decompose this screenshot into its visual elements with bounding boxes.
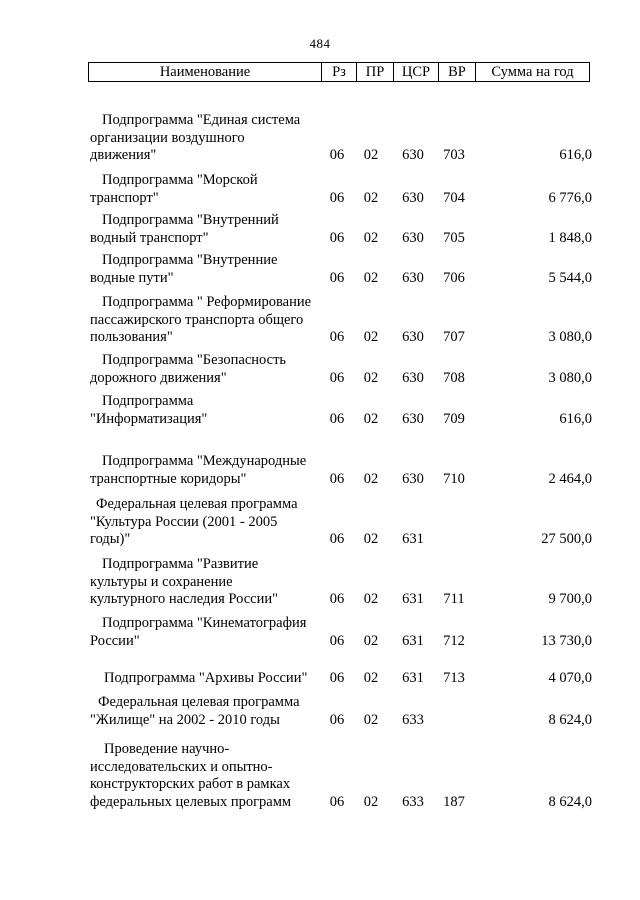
- row-pr: 02: [363, 269, 379, 286]
- row-rz: 06: [329, 591, 345, 607]
- row-name-line: Федеральная целевая программа: [98, 694, 300, 710]
- table-row: [0, 615, 640, 650]
- row-sum: 6 776,0: [548, 189, 592, 206]
- row-pr: 02: [363, 189, 379, 206]
- row-name-line: Подпрограмма "Внутренние: [102, 252, 278, 268]
- row-vr: 710: [443, 470, 465, 487]
- row-rz: 06: [329, 632, 345, 649]
- row-name: [90, 352, 322, 387]
- row-rz: 06: [329, 369, 345, 386]
- row-rz: 06: [329, 269, 345, 286]
- row-name-line: Подпрограмма "Кинематография: [102, 615, 307, 631]
- row-rz: 06: [329, 793, 345, 810]
- row-csr: 633: [402, 793, 424, 810]
- table-row: [0, 252, 640, 287]
- page-number: 484: [309, 36, 331, 51]
- row-name-line: водный транспорт": [90, 229, 209, 246]
- row-rz: 06: [329, 711, 345, 728]
- row-vr: 705: [443, 229, 465, 246]
- row-rz: 06: [329, 470, 345, 487]
- row-name-line: федеральных целевых программ: [90, 793, 292, 810]
- row-name-line: культуры и сохранение: [90, 573, 233, 590]
- row-vr: 708: [443, 369, 465, 386]
- row-name: [90, 112, 322, 165]
- row-name-line: "Культура России (2001 - 2005: [90, 513, 278, 530]
- row-vr: 709: [443, 410, 465, 427]
- row-pr: 02: [363, 670, 379, 686]
- row-pr: 02: [363, 591, 379, 607]
- table-row: [0, 352, 640, 387]
- row-name-line: Проведение научно-: [104, 741, 230, 757]
- table-row: [0, 212, 640, 247]
- row-name: [90, 670, 322, 688]
- row-pr: 02: [363, 531, 379, 547]
- row-sum: 5 544,0: [548, 269, 592, 286]
- row-name: [90, 615, 322, 650]
- row-vr: 712: [443, 632, 465, 649]
- row-name-line: исследовательских и опытно-: [90, 758, 273, 775]
- row-name-line: конструкторских работ в рамках: [90, 776, 291, 792]
- row-csr: 630: [402, 329, 424, 345]
- table-row: [0, 294, 640, 347]
- row-name-line: Подпрограмма: [102, 393, 194, 409]
- row-name: [90, 212, 322, 247]
- row-vr: 707: [443, 329, 465, 345]
- row-csr: 630: [402, 189, 424, 206]
- row-name-line: "Жилище" на 2002 - 2010 годы: [90, 711, 280, 728]
- row-pr: 02: [363, 632, 379, 649]
- table-row: [0, 172, 640, 207]
- row-rz: 06: [329, 189, 345, 206]
- header-vr: ВР: [439, 63, 476, 82]
- row-name-line: организации воздушного: [90, 129, 245, 146]
- row-name-line: движения": [90, 147, 157, 163]
- row-rz: 06: [329, 229, 345, 246]
- header-rz: Рз: [322, 63, 357, 82]
- row-csr: 631: [402, 670, 424, 686]
- table-row: [0, 496, 640, 549]
- row-csr: 631: [402, 632, 424, 649]
- row-name: [90, 496, 322, 549]
- row-name-line: дорожного движения": [90, 369, 227, 386]
- row-csr: 630: [402, 470, 424, 487]
- table-row: [0, 556, 640, 609]
- row-name-line: транспорт": [90, 189, 159, 206]
- table-row: [0, 694, 640, 729]
- row-name-line: пассажирского транспорта общего: [90, 311, 304, 328]
- row-name: [90, 453, 322, 488]
- row-csr: 631: [402, 531, 424, 547]
- row-name-line: годы)": [90, 531, 131, 547]
- row-name: [90, 252, 322, 287]
- row-csr: 630: [402, 369, 424, 386]
- row-vr: 704: [443, 189, 465, 206]
- row-name-line: Подпрограмма "Безопасность: [102, 352, 287, 368]
- table-row: [0, 670, 640, 688]
- row-sum: 13 730,0: [541, 632, 592, 649]
- row-name-line: Подпрограмма " Реформирование: [102, 294, 312, 310]
- row-pr: 02: [363, 147, 379, 163]
- row-sum: 9 700,0: [548, 591, 592, 607]
- header-name: Наименование: [89, 63, 322, 82]
- row-sum: 616,0: [559, 410, 592, 427]
- row-pr: 02: [363, 229, 379, 246]
- row-name-line: Федеральная целевая программа: [96, 496, 298, 512]
- row-sum: 3 080,0: [548, 369, 592, 386]
- row-name: [90, 694, 322, 729]
- row-sum: 8 624,0: [548, 711, 592, 728]
- table-row: [0, 112, 640, 165]
- row-sum: 2 464,0: [548, 470, 592, 487]
- row-csr: 633: [402, 711, 424, 728]
- row-name-line: Подпрограмма "Морской: [102, 172, 258, 188]
- row-rz: 06: [329, 329, 345, 345]
- row-name: [90, 741, 322, 811]
- row-csr: 630: [402, 269, 424, 286]
- row-pr: 02: [363, 711, 379, 728]
- table-row: [0, 393, 640, 428]
- row-pr: 02: [363, 410, 379, 427]
- row-name-line: пользования": [90, 329, 173, 345]
- row-pr: 02: [363, 793, 379, 810]
- row-vr: 711: [443, 591, 465, 607]
- row-vr: 713: [443, 670, 465, 686]
- row-name-line: Подпрограмма "Внутренний: [102, 212, 279, 228]
- row-pr: 02: [363, 329, 379, 345]
- row-name-line: России": [90, 632, 140, 649]
- table-row: [0, 741, 640, 811]
- row-name: [90, 556, 322, 609]
- row-name-line: "Информатизация": [90, 410, 208, 427]
- row-rz: 06: [329, 670, 345, 686]
- row-csr: 630: [402, 147, 424, 163]
- row-rz: 06: [329, 531, 345, 547]
- row-name-line: Подпрограмма "Единая система: [102, 112, 301, 128]
- row-vr: 187: [443, 793, 465, 810]
- row-pr: 02: [363, 470, 379, 487]
- row-sum: 27 500,0: [541, 531, 592, 547]
- row-sum: 8 624,0: [548, 793, 592, 810]
- row-csr: 631: [402, 591, 424, 607]
- row-name: [90, 172, 322, 207]
- row-rz: 06: [329, 147, 345, 163]
- row-csr: 630: [402, 229, 424, 246]
- row-sum: 3 080,0: [548, 329, 592, 345]
- row-sum: 616,0: [559, 147, 592, 163]
- row-name-line: Подпрограмма "Международные: [102, 453, 307, 469]
- row-name-line: Подпрограмма "Архивы России": [104, 670, 308, 686]
- row-sum: 4 070,0: [548, 670, 592, 686]
- row-rz: 06: [329, 410, 345, 427]
- row-name: [90, 393, 322, 428]
- row-name-line: транспортные коридоры": [90, 470, 247, 487]
- row-sum: 1 848,0: [548, 229, 592, 246]
- row-name-line: водные пути": [90, 269, 174, 286]
- table-row: [0, 453, 640, 488]
- row-name-line: культурного наследия России": [90, 591, 279, 607]
- header-sum: Сумма на год: [476, 63, 590, 82]
- row-vr: 703: [443, 147, 465, 163]
- row-name: [90, 294, 322, 347]
- row-name-line: Подпрограмма "Развитие: [102, 556, 259, 572]
- header-pr: ПР: [357, 63, 394, 82]
- row-pr: 02: [363, 369, 379, 386]
- header-csr: ЦСР: [394, 63, 439, 82]
- row-vr: 706: [443, 269, 465, 286]
- row-csr: 630: [402, 410, 424, 427]
